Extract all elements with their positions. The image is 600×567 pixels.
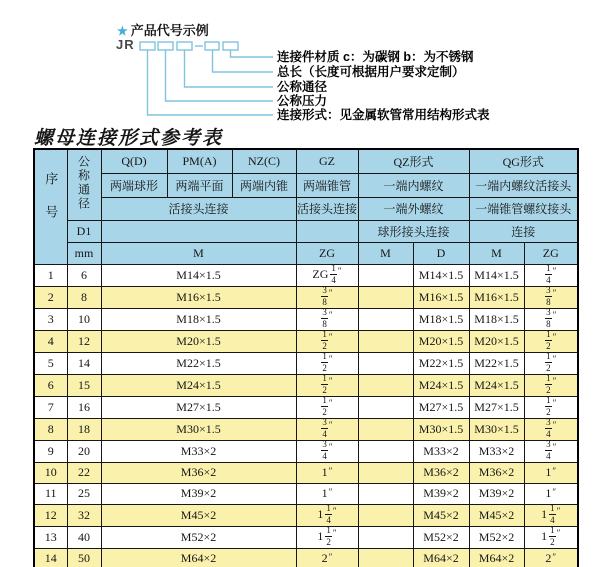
cell-qz-m (358, 396, 413, 418)
header-empty-gz (296, 220, 358, 242)
cell-m: M64×2 (101, 548, 296, 567)
header-col-q: Q(D) (101, 149, 167, 173)
cell-qz-m (358, 526, 413, 548)
cell-m: M52×2 (101, 526, 296, 548)
cell-qg-m: M20×1.5 (469, 330, 524, 352)
cell-mm: 15 (67, 374, 101, 396)
cell-mm: 18 (67, 418, 101, 440)
cell-mm: 6 (67, 264, 101, 286)
header-col-pm: PM(A) (167, 149, 232, 173)
code-box (158, 42, 173, 50)
code-label-material: 连接件材质 c：为碳钢 b：为不锈钢 (277, 50, 474, 64)
cell-qz-d: M27×1.5 (413, 396, 469, 418)
cell-zg: 1 $\frac{1}{2}$ ″ (296, 526, 358, 548)
cell-seq: 4 (34, 330, 67, 352)
header-gz-desc: 两端锥管 (296, 173, 358, 197)
connector-line (231, 50, 274, 57)
cell-qg-m: M52×2 (469, 526, 524, 548)
cell-qg-m: M64×2 (469, 548, 524, 567)
cell-zg: $\frac{1}{2}$ ″ (296, 396, 358, 418)
cell-zg: 1″ (296, 483, 358, 504)
table-row (34, 352, 578, 374)
cell-seq: 9 (34, 440, 67, 462)
cell-qg-zg: $\frac{3}{4}$ ″ (524, 418, 578, 440)
cell-zg: $\frac{1}{2}$ ″ (296, 352, 358, 374)
cell-qz-d: M52×2 (413, 526, 469, 548)
cell-qz-m (358, 483, 413, 504)
code-box (205, 42, 219, 50)
cell-qz-d: M18×1.5 (413, 308, 469, 330)
cell-qg-m: M18×1.5 (469, 308, 524, 330)
cell-seq: 7 (34, 396, 67, 418)
cell-qg-m: M39×2 (469, 483, 524, 504)
diagram-title-text: 产品代号示例 (130, 23, 209, 38)
cell-m: M24×1.5 (101, 374, 296, 396)
cell-zg: 1 $\frac{1}{4}$ ″ (296, 504, 358, 526)
header-qg-desc1: 一端内螺纹活接头 (469, 173, 578, 197)
cell-seq: 2 (34, 286, 67, 308)
cell-qz-d: M16×1.5 (413, 286, 469, 308)
header-qz-desc1: 一端内螺纹 (358, 173, 469, 197)
cell-qg-zg: 1 $\frac{1}{4}$ ″ (524, 504, 578, 526)
cell-mm: 8 (67, 286, 101, 308)
cell-qz-m (358, 264, 413, 286)
cell-seq: 13 (34, 526, 67, 548)
cell-mm: 20 (67, 440, 101, 462)
cell-qg-zg: $\frac{1}{4}$ ″ (524, 264, 578, 286)
cell-zg: 1″ (296, 462, 358, 483)
cell-qz-m (358, 330, 413, 352)
table-row (34, 504, 578, 526)
cell-qg-zg: $\frac{3}{8}$ ″ (524, 286, 578, 308)
cell-qz-d: M14×1.5 (413, 264, 469, 286)
cell-qg-m: M36×2 (469, 462, 524, 483)
table-row (34, 548, 578, 567)
cell-qg-zg: 1 $\frac{1}{2}$ ″ (524, 526, 578, 548)
cell-qg-m: M30×1.5 (469, 418, 524, 440)
cell-seq: 6 (34, 374, 67, 396)
table-row (34, 374, 578, 396)
cell-qg-zg: 2″ (524, 548, 578, 567)
cell-qg-zg: $\frac{3}{4}$ ″ (524, 440, 578, 462)
cell-m: M30×1.5 (101, 418, 296, 440)
cell-seq: 5 (34, 352, 67, 374)
header-col-gz: GZ (296, 149, 358, 173)
cell-qg-zg: 1″ (524, 462, 578, 483)
cell-m: M22×1.5 (101, 352, 296, 374)
header-empty-m (101, 220, 296, 242)
cell-qz-m (358, 504, 413, 526)
code-box (177, 42, 192, 50)
cell-qg-zg: 1″ (524, 483, 578, 504)
cell-zg: 2″ (296, 548, 358, 567)
cell-qz-m (358, 548, 413, 567)
cell-mm: 32 (67, 504, 101, 526)
cell-qz-d: M24×1.5 (413, 374, 469, 396)
cell-qg-m: M27×1.5 (469, 396, 524, 418)
cell-mm: 25 (67, 483, 101, 504)
cell-qz-d: M30×1.5 (413, 418, 469, 440)
code-label-pressure: 公称压力 (277, 94, 328, 108)
star-icon: ★ (117, 24, 128, 38)
cell-m: M45×2 (101, 504, 296, 526)
cell-m: M18×1.5 (101, 308, 296, 330)
cell-mm: 40 (67, 526, 101, 548)
cell-qg-m: M14×1.5 (469, 264, 524, 286)
cell-mm: 16 (67, 396, 101, 418)
cell-zg: ZG $\frac{1}{4}$ ″ (296, 264, 358, 286)
cell-m: M20×1.5 (101, 330, 296, 352)
cell-mm: 22 (67, 462, 101, 483)
cell-seq: 10 (34, 462, 67, 483)
cell-qz-d: M39×2 (413, 483, 469, 504)
header-row-1 (34, 149, 578, 173)
cell-qg-m: M33×2 (469, 440, 524, 462)
header-col-nz: NZ(C) (232, 149, 296, 173)
cell-qg-zg: $\frac{1}{2}$ ″ (524, 396, 578, 418)
table-row (34, 418, 578, 440)
header-m-label: M (101, 242, 296, 264)
cell-qz-d: M22×1.5 (413, 352, 469, 374)
cell-qz-m (358, 418, 413, 440)
table-row (34, 526, 578, 548)
header-mm: mm (67, 242, 101, 264)
cell-qg-m: M16×1.5 (469, 286, 524, 308)
cell-qz-m (358, 308, 413, 330)
connector-line (148, 50, 274, 115)
cell-qg-m: M45×2 (469, 504, 524, 526)
cell-qg-zg: $\frac{1}{2}$ ″ (524, 330, 578, 352)
code-label-length: 总长（长度可根据用户要求定制） (277, 65, 465, 79)
cell-zg: $\frac{1}{2}$ ″ (296, 330, 358, 352)
cell-m: M36×2 (101, 462, 296, 483)
cell-m: M27×1.5 (101, 396, 296, 418)
cell-zg: $\frac{3}{8}$ ″ (296, 308, 358, 330)
header-union-conn: 活接头连接 (101, 197, 296, 220)
header-row-4 (34, 220, 578, 242)
cell-m: M39×2 (101, 483, 296, 504)
header-qg-m-label: M (469, 242, 524, 264)
cell-mm: 14 (67, 352, 101, 374)
header-pm-desc: 两端平面 (167, 173, 232, 197)
header-row-2 (34, 173, 578, 197)
table-row (34, 462, 578, 483)
cell-zg: $\frac{1}{2}$ ″ (296, 374, 358, 396)
cell-qz-m (358, 286, 413, 308)
code-prefix: JR (116, 37, 135, 52)
connector-line (213, 50, 274, 72)
table-title: 螺母连接形式参考表 (34, 127, 224, 149)
header-row-5 (34, 242, 578, 264)
cell-qg-zg: $\frac{3}{8}$ ″ (524, 308, 578, 330)
header-gz-conn: 活接头连接 (296, 197, 358, 220)
cell-qz-m (358, 374, 413, 396)
cell-seq: 11 (34, 483, 67, 504)
cell-qz-m (358, 352, 413, 374)
header-d1: D1 (67, 220, 101, 242)
header-zg-label: ZG (296, 242, 358, 264)
table-row (34, 308, 578, 330)
code-box (140, 42, 155, 50)
code-label-form: 连接形式：见金属软管常用结构形式表 (277, 108, 490, 122)
code-box (223, 42, 238, 50)
header-qz-conn: 球形接头连接 (358, 220, 469, 242)
cell-qz-d: M64×2 (413, 548, 469, 567)
cell-qg-zg: $\frac{1}{2}$ ″ (524, 352, 578, 374)
cell-seq: 1 (34, 264, 67, 286)
header-col-qz: QZ形式 (358, 149, 469, 173)
cell-mm: 50 (67, 548, 101, 567)
cell-qg-m: M22×1.5 (469, 352, 524, 374)
table-row (34, 286, 578, 308)
header-qz-desc2: 一端外螺纹 (358, 197, 469, 220)
cell-qg-m: M24×1.5 (469, 374, 524, 396)
table-row (34, 264, 578, 286)
header-qz-d-label: D (413, 242, 469, 264)
cell-qz-d: M36×2 (413, 462, 469, 483)
cell-qg-zg: $\frac{1}{2}$ ″ (524, 374, 578, 396)
cell-zg: $\frac{3}{8}$ ″ (296, 286, 358, 308)
table-row (34, 483, 578, 504)
header-seq: 序号 (34, 149, 67, 264)
cell-qz-d: M45×2 (413, 504, 469, 526)
header-nominal-diameter: 公称通径 (67, 149, 101, 220)
cell-seq: 8 (34, 418, 67, 440)
header-qg-conn: 连接 (469, 220, 578, 242)
cell-mm: 10 (67, 308, 101, 330)
cell-qz-m (358, 440, 413, 462)
code-label-diameter: 公称通径 (277, 80, 328, 94)
cell-qz-m (358, 462, 413, 483)
cell-m: M33×2 (101, 440, 296, 462)
cell-qz-d: M33×2 (413, 440, 469, 462)
header-nz-desc: 两端内锥 (232, 173, 296, 197)
cell-zg: $\frac{3}{4}$ ″ (296, 418, 358, 440)
header-qz-m-label: M (358, 242, 413, 264)
cell-seq: 3 (34, 308, 67, 330)
header-col-qg: QG形式 (469, 149, 578, 173)
cell-seq: 12 (34, 504, 67, 526)
header-qg-zg-label: ZG (524, 242, 578, 264)
nut-connection-table (33, 148, 579, 567)
table-row (34, 330, 578, 352)
connector-line (185, 50, 274, 87)
header-row-3 (34, 197, 578, 220)
table-body (34, 264, 578, 567)
cell-mm: 12 (67, 330, 101, 352)
header-q-desc: 两端球形 (101, 173, 167, 197)
table-row (34, 440, 578, 462)
cell-seq: 14 (34, 548, 67, 567)
cell-m: M16×1.5 (101, 286, 296, 308)
table-row (34, 396, 578, 418)
cell-m: M14×1.5 (101, 264, 296, 286)
header-qg-desc2: 一端锥管螺纹接头 (469, 197, 578, 220)
cell-zg: $\frac{3}{4}$ ″ (296, 440, 358, 462)
cell-qz-d: M20×1.5 (413, 330, 469, 352)
